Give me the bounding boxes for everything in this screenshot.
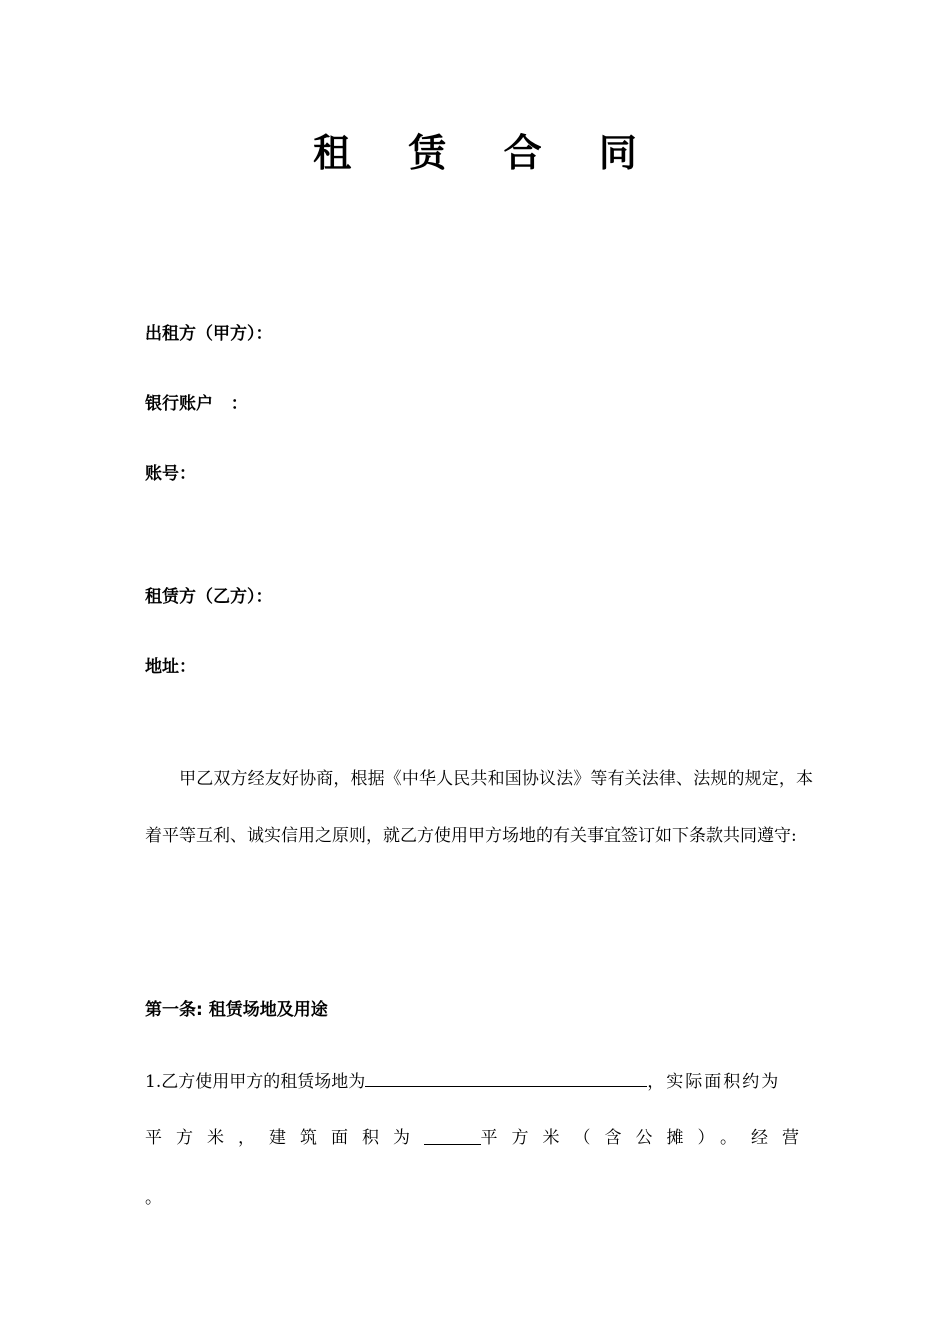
clause-1-line-2 [145,1126,813,1150]
clause-1-prefix: 1.乙方使用甲方的租赁场地为 [145,1072,366,1092]
bank-account-label: 银行账户 ： [145,394,248,414]
document-title: 租 赁 合 同 [313,130,659,175]
preamble-paragraph [145,751,813,865]
account-number-label: 账号： [145,464,196,484]
preamble-text: 甲乙双方经友好协商，根据《中华人民共和国协议法》等有关法律、法规的规定，本着平等互利、诚实信用之原则，就乙方使用甲方场地的有关事宜签订如下条款共同遵守: [145,769,813,846]
lessee-label: 租赁方（乙方）： [145,587,273,607]
clause-1-suffix: ，实际面积约为 [647,1072,781,1092]
clause-1-line-2-a: 平方米，建筑面积为 [145,1128,424,1148]
lessor-label: 出租方（甲方）： [145,324,273,344]
clause-1-line-2-b: 平方米（含公摊）。经营 [480,1128,813,1148]
clause-1-line-1 [145,1068,813,1094]
building-area-blank [424,1126,481,1145]
clause-1-line-3: 。 [145,1188,162,1208]
venue-blank [365,1068,647,1087]
article-1-heading: 第一条: 租赁场地及用途 [145,1000,328,1020]
address-label: 地址： [145,657,196,677]
